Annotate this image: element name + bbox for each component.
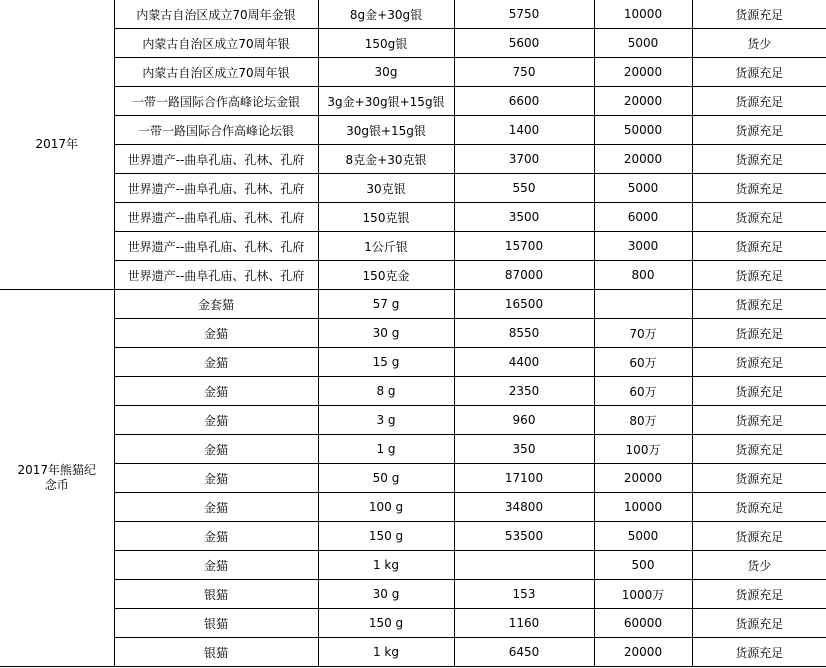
coin-name-cell: 一带一路国际合作高峰论坛银 bbox=[114, 116, 318, 145]
table-row bbox=[0, 29, 826, 58]
mintage-cell: 100万 bbox=[594, 435, 692, 464]
coin-name-cell: 金猫 bbox=[114, 493, 318, 522]
price-cell: 550 bbox=[454, 174, 594, 203]
coin-name-cell: 金猫 bbox=[114, 435, 318, 464]
stock-status-cell: 货源充足 bbox=[692, 261, 826, 290]
mintage-cell: 60000 bbox=[594, 609, 692, 638]
table-row bbox=[0, 232, 826, 261]
mintage-cell: 800 bbox=[594, 261, 692, 290]
table-row bbox=[0, 87, 826, 116]
spec-cell: 15 g bbox=[318, 348, 454, 377]
coin-name-cell: 世界遗产--曲阜孔庙、孔林、孔府 bbox=[114, 174, 318, 203]
coin-name-cell: 世界遗产--曲阜孔庙、孔林、孔府 bbox=[114, 232, 318, 261]
coin-name-cell: 银猫 bbox=[114, 580, 318, 609]
stock-status-cell: 货源充足 bbox=[692, 493, 826, 522]
coin-name-cell: 金猫 bbox=[114, 551, 318, 580]
stock-status-cell: 货源充足 bbox=[692, 406, 826, 435]
stock-status-cell: 货源充足 bbox=[692, 464, 826, 493]
table-row bbox=[0, 145, 826, 174]
mintage-cell: 20000 bbox=[594, 638, 692, 667]
stock-status-cell: 货源充足 bbox=[692, 116, 826, 145]
spec-cell: 30g bbox=[318, 58, 454, 87]
price-cell: 5750 bbox=[454, 0, 594, 29]
spec-cell: 30克银 bbox=[318, 174, 454, 203]
price-cell: 1160 bbox=[454, 609, 594, 638]
stock-status-cell: 货源充足 bbox=[692, 0, 826, 29]
spec-cell: 150 g bbox=[318, 522, 454, 551]
coin-name-cell: 金猫 bbox=[114, 522, 318, 551]
stock-status-cell: 货源充足 bbox=[692, 145, 826, 174]
price-cell: 4400 bbox=[454, 348, 594, 377]
table-row bbox=[0, 493, 826, 522]
coin-name-cell: 一带一路国际合作高峰论坛金银 bbox=[114, 87, 318, 116]
coin-name-cell: 世界遗产--曲阜孔庙、孔林、孔府 bbox=[114, 203, 318, 232]
spec-cell: 30g银+15g银 bbox=[318, 116, 454, 145]
stock-status-cell: 货少 bbox=[692, 551, 826, 580]
spec-cell: 8 g bbox=[318, 377, 454, 406]
spec-cell: 8克金+30克银 bbox=[318, 145, 454, 174]
coin-name-cell: 银猫 bbox=[114, 609, 318, 638]
price-cell: 960 bbox=[454, 406, 594, 435]
coin-name-cell: 金猫 bbox=[114, 377, 318, 406]
spec-cell: 50 g bbox=[318, 464, 454, 493]
mintage-cell: 60万 bbox=[594, 377, 692, 406]
mintage-cell: 20000 bbox=[594, 464, 692, 493]
spec-cell: 3g金+30g银+15g银 bbox=[318, 87, 454, 116]
table-row bbox=[0, 290, 826, 319]
table-row bbox=[0, 551, 826, 580]
table-row bbox=[0, 116, 826, 145]
spec-cell: 1 kg bbox=[318, 551, 454, 580]
stock-status-cell: 货源充足 bbox=[692, 87, 826, 116]
coin-name-cell: 内蒙古自治区成立70周年银 bbox=[114, 29, 318, 58]
spec-cell: 8g金+30g银 bbox=[318, 0, 454, 29]
stock-status-cell: 货源充足 bbox=[692, 319, 826, 348]
table-row bbox=[0, 0, 826, 29]
table-row bbox=[0, 435, 826, 464]
mintage-cell: 20000 bbox=[594, 58, 692, 87]
coin-name-cell: 内蒙古自治区成立70周年金银 bbox=[114, 0, 318, 29]
price-cell: 2350 bbox=[454, 377, 594, 406]
spec-cell: 150克金 bbox=[318, 261, 454, 290]
table-row bbox=[0, 580, 826, 609]
table-row bbox=[0, 406, 826, 435]
spec-cell: 1公斤银 bbox=[318, 232, 454, 261]
stock-status-cell: 货源充足 bbox=[692, 638, 826, 667]
coin-name-cell: 内蒙古自治区成立70周年银 bbox=[114, 58, 318, 87]
mintage-cell: 20000 bbox=[594, 145, 692, 174]
price-cell: 6600 bbox=[454, 87, 594, 116]
coin-name-cell: 世界遗产--曲阜孔庙、孔林、孔府 bbox=[114, 261, 318, 290]
stock-status-cell: 货源充足 bbox=[692, 290, 826, 319]
spec-cell: 1 g bbox=[318, 435, 454, 464]
table-row bbox=[0, 609, 826, 638]
spec-cell: 1 kg bbox=[318, 638, 454, 667]
mintage-cell: 1000万 bbox=[594, 580, 692, 609]
spec-cell: 100 g bbox=[318, 493, 454, 522]
coin-name-cell: 金猫 bbox=[114, 348, 318, 377]
price-cell: 750 bbox=[454, 58, 594, 87]
mintage-cell: 6000 bbox=[594, 203, 692, 232]
price-cell: 17100 bbox=[454, 464, 594, 493]
mintage-cell: 5000 bbox=[594, 174, 692, 203]
spec-cell: 150g银 bbox=[318, 29, 454, 58]
table-row bbox=[0, 464, 826, 493]
coin-name-cell: 金猫 bbox=[114, 406, 318, 435]
stock-status-cell: 货源充足 bbox=[692, 609, 826, 638]
price-cell bbox=[454, 551, 594, 580]
stock-status-cell: 货源充足 bbox=[692, 377, 826, 406]
price-cell: 1400 bbox=[454, 116, 594, 145]
mintage-cell: 3000 bbox=[594, 232, 692, 261]
mintage-cell: 5000 bbox=[594, 29, 692, 58]
table-row bbox=[0, 261, 826, 290]
price-cell: 6450 bbox=[454, 638, 594, 667]
price-cell: 15700 bbox=[454, 232, 594, 261]
table-row bbox=[0, 522, 826, 551]
price-cell: 3500 bbox=[454, 203, 594, 232]
stock-status-cell: 货源充足 bbox=[692, 174, 826, 203]
table-row bbox=[0, 174, 826, 203]
stock-status-cell: 货源充足 bbox=[692, 58, 826, 87]
price-cell: 53500 bbox=[454, 522, 594, 551]
price-cell: 3700 bbox=[454, 145, 594, 174]
price-cell: 16500 bbox=[454, 290, 594, 319]
stock-status-cell: 货源充足 bbox=[692, 435, 826, 464]
mintage-cell: 10000 bbox=[594, 493, 692, 522]
price-cell: 34800 bbox=[454, 493, 594, 522]
price-cell: 153 bbox=[454, 580, 594, 609]
spec-cell: 30 g bbox=[318, 319, 454, 348]
price-cell: 350 bbox=[454, 435, 594, 464]
table-row bbox=[0, 203, 826, 232]
mintage-cell: 10000 bbox=[594, 0, 692, 29]
mintage-cell: 500 bbox=[594, 551, 692, 580]
price-cell: 5600 bbox=[454, 29, 594, 58]
spec-cell: 150 g bbox=[318, 609, 454, 638]
mintage-cell: 60万 bbox=[594, 348, 692, 377]
coin-name-cell: 金猫 bbox=[114, 464, 318, 493]
coin-name-cell: 银猫 bbox=[114, 638, 318, 667]
stock-status-cell: 货源充足 bbox=[692, 203, 826, 232]
mintage-cell: 20000 bbox=[594, 87, 692, 116]
mintage-cell: 80万 bbox=[594, 406, 692, 435]
price-cell: 8550 bbox=[454, 319, 594, 348]
coin-name-cell: 金套猫 bbox=[114, 290, 318, 319]
mintage-cell: 5000 bbox=[594, 522, 692, 551]
spec-cell: 30 g bbox=[318, 580, 454, 609]
mintage-cell: 50000 bbox=[594, 116, 692, 145]
coin-name-cell: 世界遗产--曲阜孔庙、孔林、孔府 bbox=[114, 145, 318, 174]
table-row bbox=[0, 377, 826, 406]
stock-status-cell: 货源充足 bbox=[692, 232, 826, 261]
spec-cell: 3 g bbox=[318, 406, 454, 435]
price-cell: 87000 bbox=[454, 261, 594, 290]
stock-status-cell: 货源充足 bbox=[692, 348, 826, 377]
stock-status-cell: 货少 bbox=[692, 29, 826, 58]
table-row bbox=[0, 348, 826, 377]
table-row bbox=[0, 58, 826, 87]
group-label-cell: 2017年熊猫纪念币 bbox=[0, 290, 114, 667]
table-row bbox=[0, 638, 826, 667]
stock-status-cell: 货源充足 bbox=[692, 522, 826, 551]
spec-cell: 57 g bbox=[318, 290, 454, 319]
mintage-cell: 70万 bbox=[594, 319, 692, 348]
spec-cell: 150克银 bbox=[318, 203, 454, 232]
coin-name-cell: 金猫 bbox=[114, 319, 318, 348]
table-row bbox=[0, 319, 826, 348]
mintage-cell bbox=[594, 290, 692, 319]
group-label-cell: 2017年 bbox=[0, 0, 114, 290]
stock-status-cell: 货源充足 bbox=[692, 580, 826, 609]
